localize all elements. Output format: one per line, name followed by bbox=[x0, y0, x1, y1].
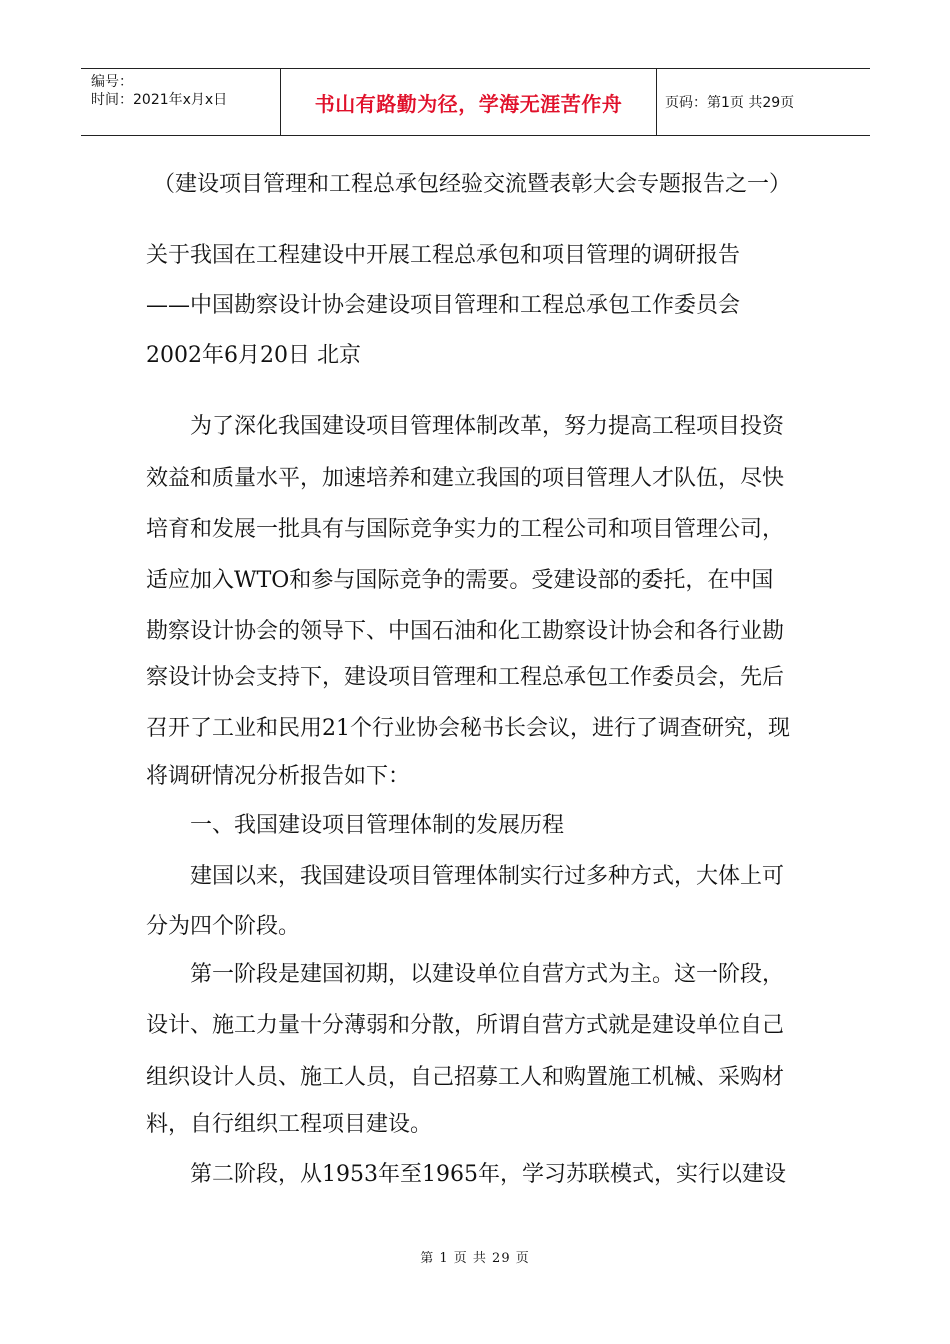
body-line: 料，自行组织工程项目建设。 bbox=[146, 1112, 433, 1137]
header-meta bbox=[81, 69, 281, 135]
report-issuer: ——中国勘察设计协会建设项目管理和工程总承包工作委员会 bbox=[146, 293, 741, 318]
body-line: 培育和发展一批具有与国际竞争实力的工程公司和项目管理公司， bbox=[146, 517, 785, 542]
body-line: 适应加入WTO和参与国际竞争的需要。受建设部的委托，在中国 bbox=[146, 568, 774, 593]
body-line: 建国以来，我国建设项目管理体制实行过多种方式，大体上可 bbox=[190, 864, 785, 889]
body-line: 分为四个阶段。 bbox=[146, 914, 301, 939]
body-line: 效益和质量水平，加速培养和建立我国的项目管理人才队伍，尽快 bbox=[146, 466, 785, 491]
series-note: （建设项目管理和工程总承包经验交流暨表彰大会专题报告之一） bbox=[153, 172, 792, 197]
number-label: 编号： bbox=[91, 74, 133, 90]
section-heading: 一、我国建设项目管理体制的发展历程 bbox=[190, 813, 565, 838]
body-line: 勘察设计协会的领导下、中国石油和化工勘察设计协会和各行业勘 bbox=[146, 619, 785, 644]
document-header bbox=[81, 68, 870, 136]
header-page-info: 页码：第1页 共29页 bbox=[665, 95, 795, 111]
body-line: 为了深化我国建设项目管理体制改革，努力提高工程项目投资 bbox=[190, 414, 785, 439]
header-motto: 书山有路勤为径，学海无涯苦作舟 bbox=[281, 69, 657, 135]
page-footer: 第 1 页 共 29 页 bbox=[420, 1251, 530, 1266]
report-title: 关于我国在工程建设中开展工程总承包和项目管理的调研报告 bbox=[146, 243, 741, 268]
body-line: 将调研情况分析报告如下： bbox=[146, 764, 411, 789]
body-line: 召开了工业和民用21个行业协会秘书长会议，进行了调查研究，现 bbox=[146, 716, 790, 741]
body-line: 第二阶段，从1953年至1965年，学习苏联模式，实行以建设 bbox=[190, 1162, 786, 1187]
report-date-place: 2002年6月20日 北京 bbox=[146, 343, 361, 368]
body-line: 组织设计人员、施工人员，自己招募工人和购置施工机械、采购材 bbox=[146, 1065, 785, 1090]
time-label: 时间：2021年x月x日 bbox=[91, 92, 228, 108]
body-line: 设计、施工力量十分薄弱和分散，所谓自营方式就是建设单位自己 bbox=[146, 1013, 785, 1038]
body-line: 察设计协会支持下，建设项目管理和工程总承包工作委员会，先后 bbox=[146, 665, 785, 690]
body-line: 第一阶段是建国初期，以建设单位自营方式为主。这一阶段， bbox=[190, 962, 785, 987]
